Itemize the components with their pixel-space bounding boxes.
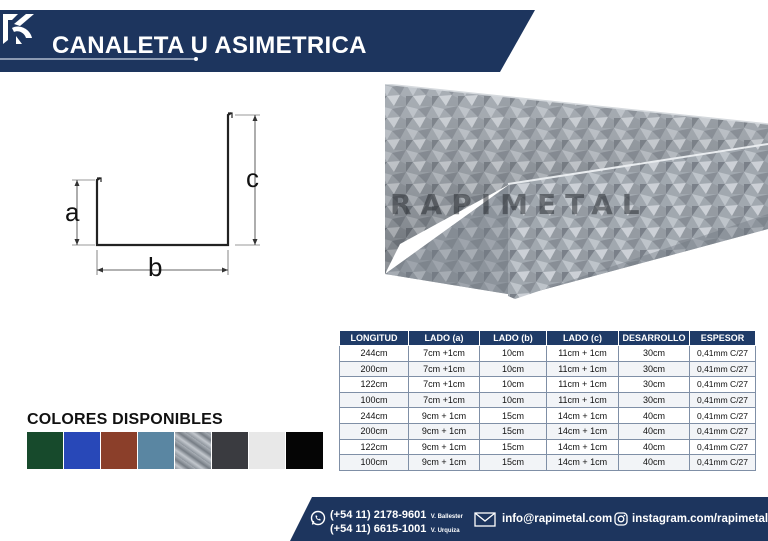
table-row [340, 392, 756, 408]
table-cell: 244cm [340, 346, 409, 362]
table-cell: 30cm [619, 392, 690, 408]
table-cell: 10cm [480, 377, 547, 393]
header-banner [0, 10, 535, 72]
table-cell: 7cm +1cm [409, 377, 480, 393]
table-cell: 11cm + 1cm [547, 346, 619, 362]
table-cell: 100cm [340, 392, 409, 408]
dimension-label-a: a [65, 197, 80, 227]
table-cell: 30cm [619, 361, 690, 377]
phone-urquiza-location: V. Urquiza [430, 528, 460, 534]
galvanized-channel-image [380, 84, 768, 306]
table-cell: 122cm [340, 377, 409, 393]
color-swatch [64, 432, 101, 469]
table-row [340, 408, 756, 424]
spec-table [339, 330, 756, 471]
rapimetal-logo-icon [0, 10, 38, 48]
table-cell: 7cm +1cm [409, 361, 480, 377]
table-cell: 0,41mm C/27 [690, 346, 756, 362]
table-row [340, 423, 756, 439]
watermark-text: RAPIMETAL [390, 188, 649, 221]
whatsapp-icon [310, 510, 326, 526]
table-cell: 9cm + 1cm [409, 455, 480, 471]
profile-diagram [55, 105, 285, 285]
phone-ballester-location: V. Ballester [430, 514, 463, 520]
table-cell: 200cm [340, 423, 409, 439]
email-link[interactable]: info@rapimetal.com [502, 513, 613, 525]
color-swatch [286, 432, 323, 469]
table-cell: 40cm [619, 439, 690, 455]
header-lado-b: LADO (b) [480, 331, 547, 346]
color-swatch [27, 432, 64, 469]
table-cell: 14cm + 1cm [547, 439, 619, 455]
contact-footer [290, 497, 768, 541]
table-cell: 0,41mm C/27 [690, 423, 756, 439]
table-cell: 11cm + 1cm [547, 377, 619, 393]
table-row [340, 377, 756, 393]
header-longitud: LONGITUD [340, 331, 409, 346]
table-cell: 15cm [480, 455, 547, 471]
table-cell: 14cm + 1cm [547, 455, 619, 471]
color-swatches [27, 432, 323, 469]
color-swatch [212, 432, 249, 469]
dimension-label-c: c [246, 163, 259, 193]
phone-ballester-number: (+54 11) 2178-9601 [330, 509, 427, 521]
table-cell: 14cm + 1cm [547, 408, 619, 424]
table-cell: 0,41mm C/27 [690, 392, 756, 408]
table-cell: 14cm + 1cm [547, 423, 619, 439]
header-lado-a: LADO (a) [409, 331, 480, 346]
dimension-label-b: b [148, 252, 163, 282]
phone-urquiza[interactable] [330, 519, 460, 537]
table-cell: 40cm [619, 455, 690, 471]
table-cell: 0,41mm C/27 [690, 377, 756, 393]
table-cell: 40cm [619, 408, 690, 424]
table-cell: 11cm + 1cm [547, 361, 619, 377]
table-row [340, 455, 756, 471]
table-cell: 30cm [619, 377, 690, 393]
color-swatch [138, 432, 175, 469]
table-cell: 30cm [619, 346, 690, 362]
header-desarrollo: DESARROLLO [619, 331, 690, 346]
color-swatch [175, 432, 212, 469]
table-cell: 7cm +1cm [409, 346, 480, 362]
table-cell: 40cm [619, 423, 690, 439]
table-cell: 244cm [340, 408, 409, 424]
table-cell: 0,41mm C/27 [690, 439, 756, 455]
table-cell: 100cm [340, 455, 409, 471]
table-cell: 0,41mm C/27 [690, 408, 756, 424]
table-cell: 9cm + 1cm [409, 423, 480, 439]
mail-icon [474, 512, 496, 527]
table-cell: 9cm + 1cm [409, 408, 480, 424]
color-swatch [249, 432, 286, 469]
table-cell: 200cm [340, 361, 409, 377]
table-row [340, 439, 756, 455]
table-cell: 15cm [480, 423, 547, 439]
instagram-icon [614, 512, 628, 526]
table-header-row [340, 331, 756, 346]
table-row [340, 346, 756, 362]
header-lado-c: LADO (c) [547, 331, 619, 346]
table-cell: 0,41mm C/27 [690, 455, 756, 471]
table-cell: 10cm [480, 392, 547, 408]
color-swatch [101, 432, 138, 469]
table-cell: 10cm [480, 346, 547, 362]
table-cell: 15cm [480, 439, 547, 455]
table-body [340, 346, 756, 471]
table-row [340, 361, 756, 377]
table-cell: 15cm [480, 408, 547, 424]
table-cell: 9cm + 1cm [409, 439, 480, 455]
profile-drawing [55, 105, 285, 285]
table-cell: 10cm [480, 361, 547, 377]
table-cell: 11cm + 1cm [547, 392, 619, 408]
table-cell: 7cm +1cm [409, 392, 480, 408]
colors-title: COLORES DISPONIBLES [27, 411, 223, 428]
page-title: CANALETA U ASIMETRICA [52, 32, 367, 59]
product-render [380, 84, 768, 306]
instagram-link[interactable]: instagram.com/rapimetal [632, 513, 768, 525]
table-cell: 122cm [340, 439, 409, 455]
table-cell: 0,41mm C/27 [690, 361, 756, 377]
phone-urquiza-number: (+54 11) 6615-1001 [330, 523, 427, 535]
header-espesor: ESPESOR [690, 331, 756, 346]
